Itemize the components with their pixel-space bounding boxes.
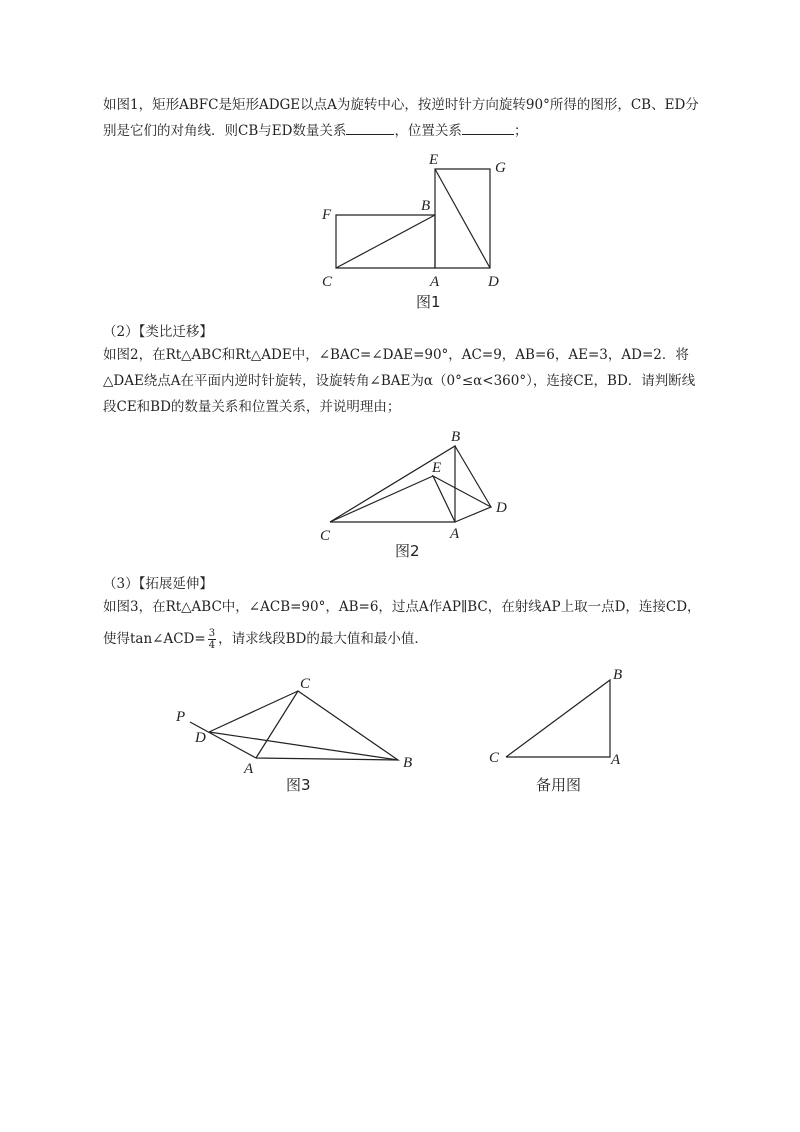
tan-fraction: $\frac{3}{4}$ <box>208 628 216 651</box>
label-b: B <box>451 429 461 445</box>
segment-ce <box>330 476 433 522</box>
spare-figure-caption: 备用图 <box>536 776 582 794</box>
part3-line2: 使得tan∠ACD= $\frac{3}{4}$ ，请求线段BD的最大值和最小值． <box>103 628 428 651</box>
part3-heading: （3）【拓展延伸】 <box>103 576 213 592</box>
triangle-ade <box>433 476 491 522</box>
label-e: E <box>432 460 442 476</box>
diagonal-ed <box>435 169 490 268</box>
label-b: B <box>421 198 431 214</box>
fig1-caption: 图1 <box>416 293 441 311</box>
label-c: C <box>489 750 500 766</box>
part2-line2: △DAE绕点A在平面内逆时针旋转，设旋转角∠BAE为α（0°≤α<360°），连接CE，BD．请判断线 <box>103 373 696 389</box>
label-b: B <box>403 755 413 771</box>
part2-line1: 如图2，在Rt△ABC和Rt△ADE中，∠BAC=∠DAE=90°，AC=9，AB=6，AE=3，AD=2．将 <box>103 347 689 363</box>
fig3-caption: 图3 <box>286 776 311 794</box>
label-b: B <box>613 667 623 683</box>
label-p: P <box>176 709 186 725</box>
part2-line3: 段CE和BD的数量关系和位置关系，并说明理由； <box>103 399 401 415</box>
label-e: E <box>429 152 439 168</box>
label-f: F <box>322 207 332 223</box>
label-c: C <box>300 676 311 692</box>
figure-3 <box>175 676 412 794</box>
fig2-caption: 图2 <box>395 542 420 560</box>
diagonal-cb <box>336 215 435 268</box>
label-a: A <box>244 761 254 777</box>
figure-2 <box>320 429 507 560</box>
label-a: A <box>611 752 621 768</box>
label-c: C <box>320 528 331 544</box>
label-a: A <box>430 274 440 290</box>
figure-1 <box>321 152 506 311</box>
part3-line1: 如图3，在Rt△ABC中，∠ACB=90°，AB=6，过点A作AP∥BC，在射线AP上取一点D，连接CD， <box>103 599 701 615</box>
label-c: C <box>322 274 333 290</box>
part1-line2: 别是它们的对角线．则CB与ED数量关系 ，位置关系 ； <box>103 118 703 144</box>
segment-bd <box>209 732 398 760</box>
part2-heading: （2）【类比迁移】 <box>103 324 213 340</box>
spare-figure <box>489 667 622 794</box>
part1-line1: 如图1，矩形ABFC是矩形ADGE以点A为旋转中心，按逆时针方向旋转90°所得的图形，CB、ED分 <box>103 97 699 113</box>
triangle-abc <box>506 680 610 757</box>
label-d: D <box>195 730 206 746</box>
label-d: D <box>488 274 499 290</box>
label-a: A <box>450 526 460 542</box>
label-d: D <box>496 500 507 516</box>
label-g: G <box>495 160 506 176</box>
